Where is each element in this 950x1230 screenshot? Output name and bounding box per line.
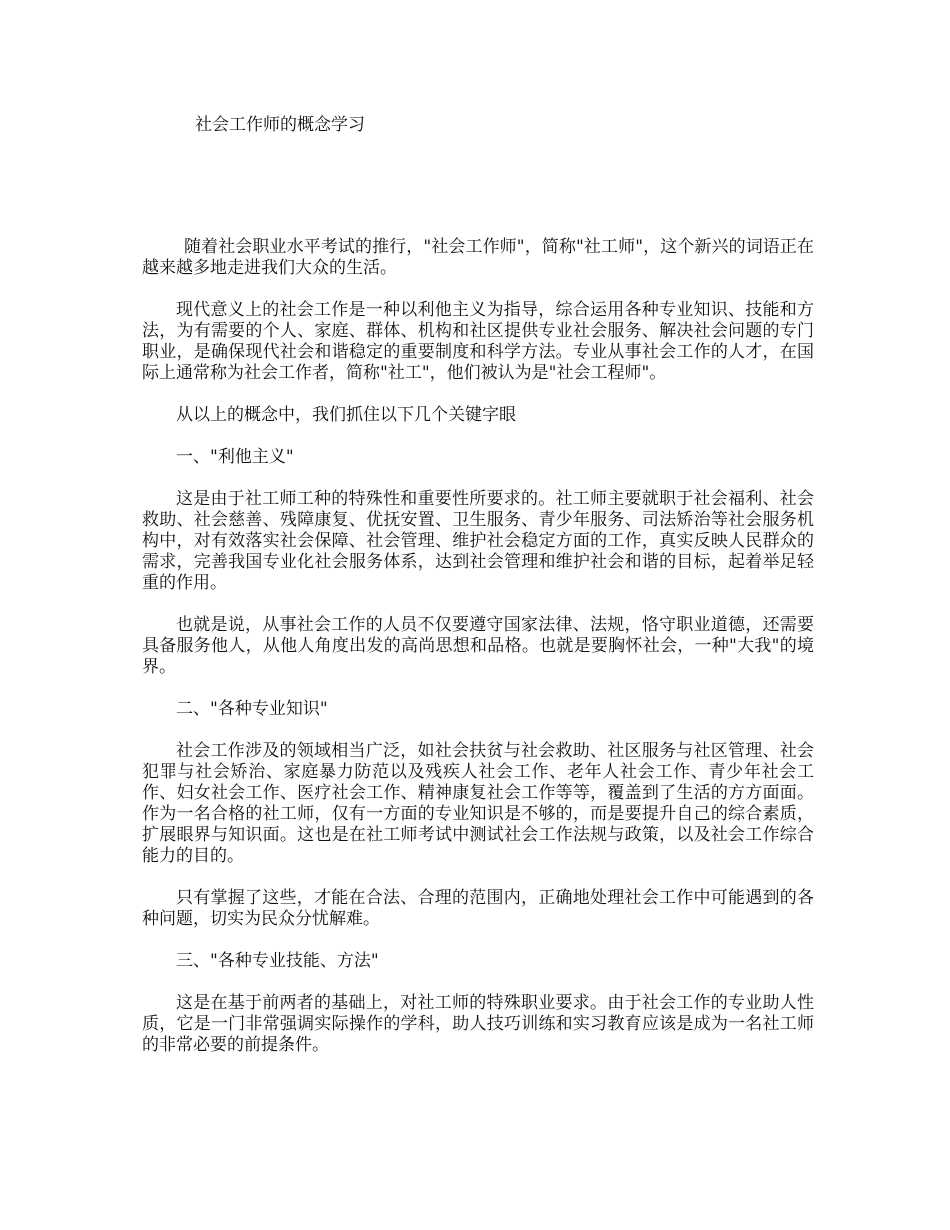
document-title: 社会工作师的概念学习 bbox=[195, 115, 365, 135]
section-heading-altruism: 一、"利他主义" bbox=[176, 447, 294, 467]
altruism-paragraph-2: 也就是说，从事社会工作的人员不仅要遵守国家法律、法规，恪守职业道德，还需要具备服务他人，从他人角度出发的高尚思想和品格。也就是要胸怀社会，一种"大我"的境界。 bbox=[142, 615, 814, 677]
keywords-lead-paragraph: 从以上的概念中，我们抓住以下几个关键字眼 bbox=[176, 405, 516, 425]
knowledge-paragraph-2: 只有掌握了这些，才能在合法、合理的范围内，正确地处理社会工作中可能遇到的各种问题，切实为民众分忧解难。 bbox=[142, 888, 814, 929]
section-heading-knowledge: 二、"各种专业知识" bbox=[176, 699, 328, 719]
definition-paragraph: 现代意义上的社会工作是一种以利他主义为指导，综合运用各种专业知识、技能和方法，为有需要的个人、家庭、群体、机构和社区提供专业社会服务、解决社会问题的专门职业，是确保现代社会和谐稳定的重要制度和科学方法。专业从事社会工作的人才，在国际上通常称为社会工作者，简称"社工"，他们被认为是"社会工程师"。 bbox=[142, 300, 814, 383]
section-heading-skills: 三、"各种专业技能、方法" bbox=[176, 951, 379, 971]
document-body bbox=[142, 237, 814, 1077]
intro-paragraph: 随着社会职业水平考试的推行，"社会工作师"，简称"社工师"，这个新兴的词语正在越来越多地走进我们大众的生活。 bbox=[142, 237, 814, 278]
knowledge-paragraph-1: 社会工作涉及的领域相当广泛，如社会扶贫与社会救助、社区服务与社区管理、社会犯罪与社会矫治、家庭暴力防范以及残疾人社会工作、老年人社会工作、青少年社会工作、妇女社会工作、医疗社会工作、精神康复社会工作等等，覆盖到了生活的方方面面。作为一名合格的社工师，仅有一方面的专业知识是不够的，而是要提升自己的综合素质，扩展眼界与知识面。这也是在社工师考试中测试社会工作法规与政策，以及社会工作综合能力的目的。 bbox=[142, 741, 814, 866]
skills-paragraph: 这是在基于前两者的基础上，对社工师的特殊职业要求。由于社会工作的专业助人性质，它是一门非常强调实际操作的学科，助人技巧训练和实习教育应该是成为一名社工师的非常必要的前提条件。 bbox=[142, 993, 814, 1055]
altruism-paragraph-1: 这是由于社工师工种的特殊性和重要性所要求的。社工师主要就职于社会福利、社会救助、社会慈善、残障康复、优抚安置、卫生服务、青少年服务、司法矫治等社会服务机构中，对有效落实社会保障、社会管理、维护社会稳定方面的工作，真实反映人民群众的需求，完善我国专业化社会服务体系，达到社会管理和维护社会和谐的目标，起着举足轻重的作用。 bbox=[142, 489, 814, 593]
